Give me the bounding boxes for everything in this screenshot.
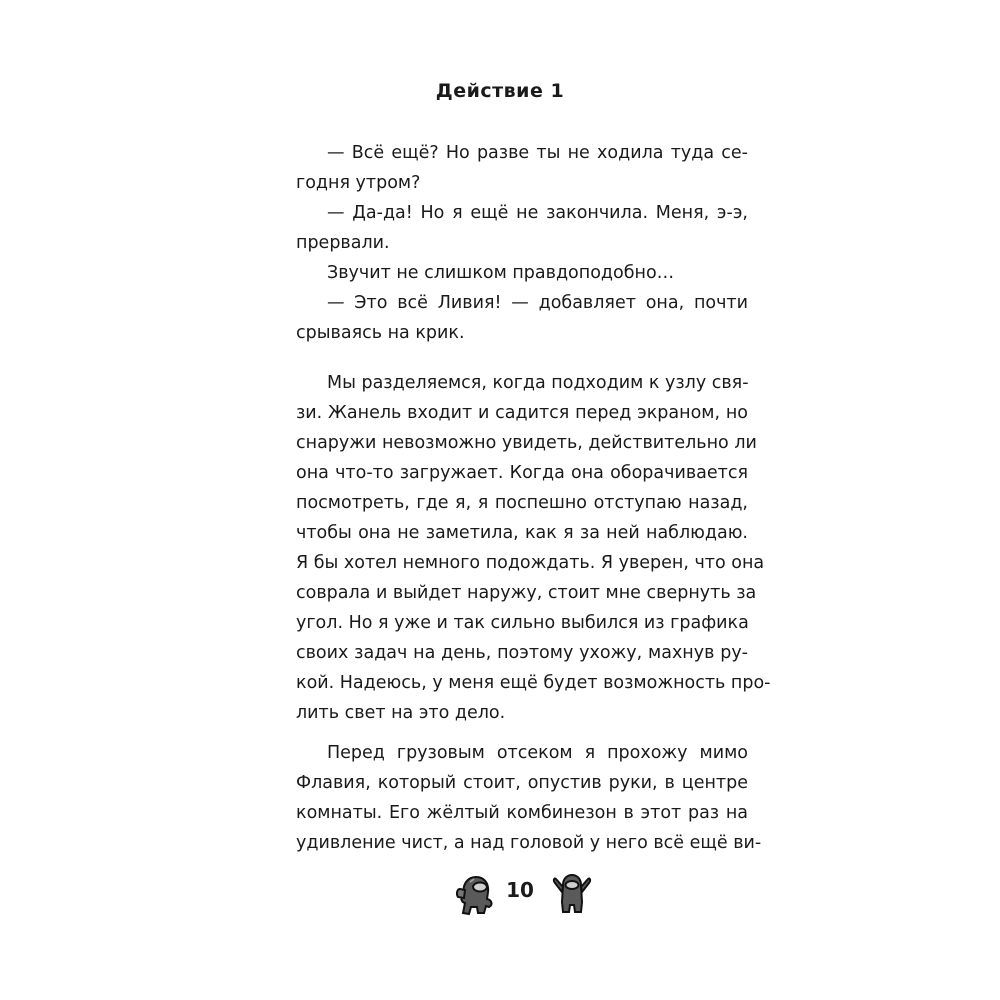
- text-line: Перед грузовым отсеком я прохожу мимо: [327, 743, 748, 763]
- text-line: прервали.: [296, 233, 390, 253]
- text-line: чтобы она не заметила, как я за ней наблюдаю.: [296, 523, 748, 543]
- text-line: годня утром?: [296, 173, 421, 193]
- text-line: удивление чист, а над головой у него всё ещё ви-: [296, 833, 762, 853]
- paragraph-block: [296, 368, 771, 728]
- text-line: угол. Но я уже и так сильно выбился из графика: [296, 613, 749, 633]
- running-header: Действие 1: [435, 80, 565, 102]
- page-number: 10: [506, 878, 534, 902]
- text-line: лить свет на это дело.: [296, 703, 506, 723]
- crewmate-walking-icon: [456, 872, 494, 920]
- page-footer: [0, 872, 1000, 916]
- text-line: Я бы хотел немного подождать. Я уверен, что она: [296, 553, 765, 573]
- text-line: кой. Надеюсь, у меня ещё будет возможность про-: [296, 673, 771, 693]
- text-line: своих задач на день, поэтому ухожу, махнув ру-: [296, 643, 748, 663]
- text-line: — Всё ещё? Но разве ты не ходила туда се-: [327, 143, 748, 163]
- text-line: она что-то загружает. Когда она оборачивается: [296, 463, 748, 483]
- text-line: посмотреть, где я, я поспешно отступаю назад,: [296, 493, 748, 513]
- paragraph-block: [296, 738, 762, 858]
- text-line: Флавия, который стоит, опустив руки, в центре: [296, 773, 748, 793]
- text-line: Мы разделяемся, когда подходим к узлу свя-: [327, 373, 749, 393]
- text-line: — Это всё Ливия! — добавляет она, почти: [327, 293, 748, 313]
- text-line: — Да-да! Но я ещё не закончила. Меня, э-э,: [327, 203, 748, 223]
- text-line: срываясь на крик.: [296, 323, 465, 343]
- text-line: снаружи невозможно увидеть, действительно ли: [296, 433, 757, 453]
- text-line: соврала и выйдет наружу, стоит мне свернуть за: [296, 583, 757, 603]
- crewmate-arms-up-icon: [552, 872, 592, 920]
- text-line: Звучит не слишком правдоподобно…: [327, 263, 675, 283]
- text-line: комнаты. Его жёлтый комбинезон в этот раз на: [296, 803, 748, 823]
- text-line: зи. Жанель входит и садится перед экраном, но: [296, 403, 748, 423]
- dialogue-block: [296, 138, 748, 348]
